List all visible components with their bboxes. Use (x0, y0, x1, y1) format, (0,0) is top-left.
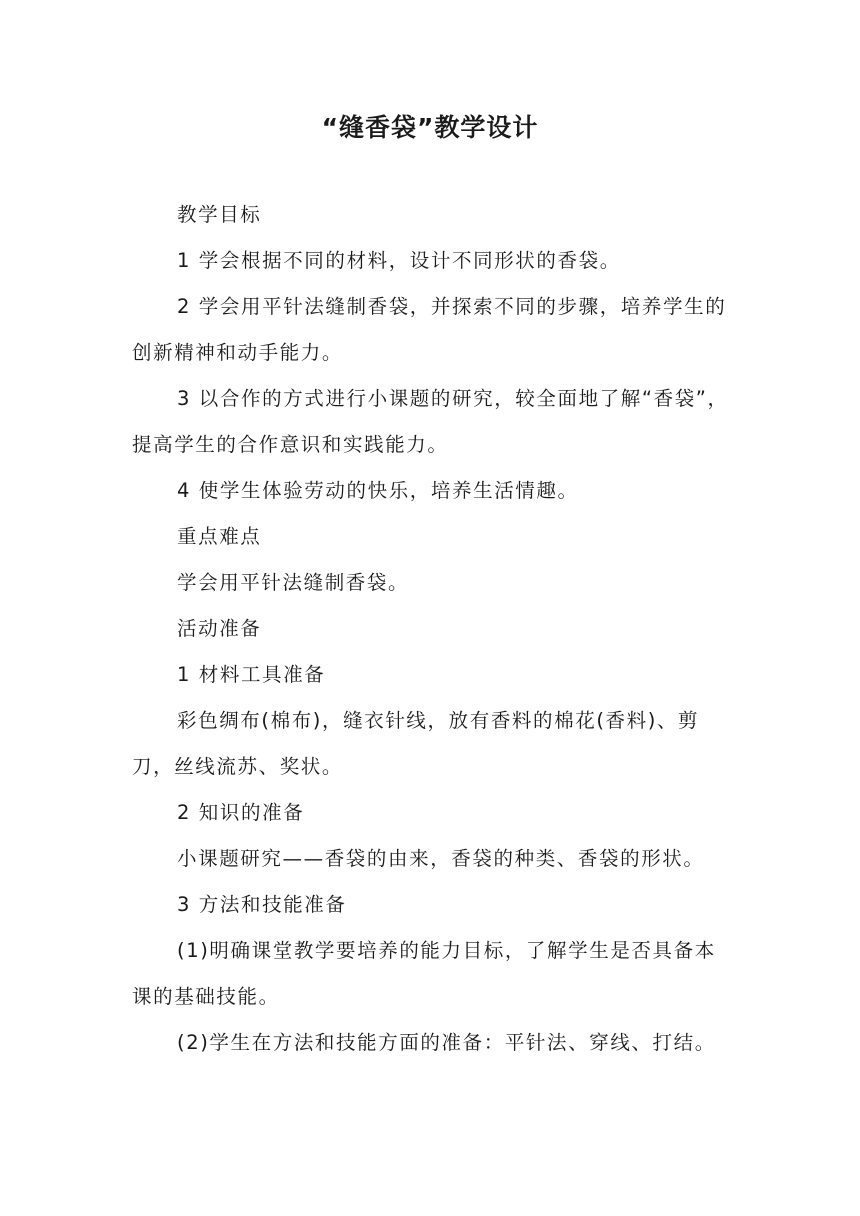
section-heading-key-points: 重点难点 (177, 525, 262, 548)
preparation-text: (2)学生在方法和技能方面的准备：平针法、穿线、打结。 (177, 1031, 716, 1054)
objective-item: 3 以合作的方式进行小课题的研究，较全面地了解“香袋”，提高学生的合作意识和实践能力。 (132, 387, 729, 456)
objective-item: 2 学会用平针法缝制香袋，并探索不同的步骤，培养学生的创新精神和动手能力。 (132, 295, 727, 364)
key-point-text: 学会用平针法缝制香袋。 (177, 571, 410, 594)
preparation-subheading: 1 材料工具准备 (177, 663, 326, 686)
section-heading-objectives: 教学目标 (177, 203, 262, 226)
preparation-text: (1)明确课堂教学要培养的能力目标，了解学生是否具备本课的基础技能。 (132, 939, 716, 1008)
section-heading-preparation: 活动准备 (177, 617, 262, 640)
objective-item: 4 使学生体验劳动的快乐，培养生活情趣。 (177, 479, 579, 502)
objective-item: 1 学会根据不同的材料，设计不同形状的香袋。 (177, 249, 621, 272)
preparation-subheading: 2 知识的准备 (177, 801, 305, 824)
preparation-subheading: 3 方法和技能准备 (177, 893, 347, 916)
preparation-text: 彩色绸布(棉布)，缝衣针线，放有香料的棉花(香料)、剪刀，丝线流苏、奖状。 (132, 709, 700, 778)
preparation-text: 小课题研究——香袋的由来，香袋的种类、香袋的形状。 (177, 847, 705, 870)
document-body (132, 192, 732, 1066)
document-title: “缝香袋”教学设计 (321, 113, 539, 142)
